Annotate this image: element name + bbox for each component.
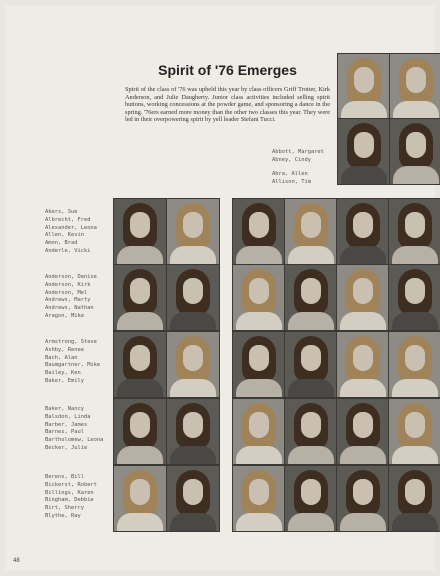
name-list [45, 406, 103, 453]
student-name: Bach, Alan [45, 354, 78, 361]
portrait-photo [232, 198, 286, 265]
page-number: 48 [13, 558, 20, 564]
portrait-photo [113, 398, 167, 465]
portrait-photo [232, 465, 286, 532]
student-name: Bailey, Ken [45, 370, 81, 377]
portrait-photo [336, 398, 390, 465]
student-name: Armstrong, Steve [45, 339, 97, 345]
student-name: Allison, Tim [272, 178, 311, 185]
student-name: Bingham, Debbie [45, 497, 94, 504]
student-name: Blythe, Ray [45, 512, 81, 519]
portrait-photo [388, 264, 440, 331]
name-list [45, 474, 97, 521]
portrait-photo [388, 398, 440, 465]
portrait-photo [284, 198, 338, 265]
student-name: Abra, Allen [272, 171, 308, 177]
student-name: Becker, Julie [45, 444, 88, 451]
student-name: Akers, Sue [45, 209, 78, 215]
portrait-photo [113, 264, 167, 331]
student-name: Bartholomew, Leona [45, 437, 104, 444]
student-name: Alexander, Leona [45, 224, 97, 231]
portrait-photo [389, 53, 440, 120]
name-list [45, 274, 97, 321]
portrait-photo [284, 331, 338, 398]
page-title: Spirit of '76 Emerges [158, 62, 297, 78]
portrait-photo [284, 398, 338, 465]
student-name: Albrecht, Fred [45, 216, 91, 223]
student-name: Billings, Karen [45, 489, 94, 496]
student-name: Berens, Bill [45, 474, 84, 480]
name-list [45, 339, 100, 386]
portrait-photo [284, 264, 338, 331]
name-list [272, 149, 324, 165]
portrait-photo [389, 118, 440, 185]
portrait-photo [166, 465, 220, 532]
portrait-photo [113, 331, 167, 398]
portrait-photo [166, 331, 220, 398]
student-name: Abney, Cindy [272, 156, 311, 163]
portrait-photo [232, 264, 286, 331]
student-name: Bickerst, Robert [45, 481, 97, 488]
portrait-photo [284, 465, 338, 532]
student-name: Anderson, Denise [45, 274, 97, 280]
student-name: Barnes, Paul [45, 429, 84, 436]
portrait-photo [113, 465, 167, 532]
student-name: Birt, Sherry [45, 505, 84, 512]
student-name: Andrews, Nathan [45, 305, 94, 312]
name-list [45, 209, 97, 256]
portrait-photo [166, 398, 220, 465]
portrait-photo [388, 198, 440, 265]
portrait-photo [388, 331, 440, 398]
portrait-photo [113, 198, 167, 265]
portrait-photo [232, 331, 286, 398]
student-name: Allen, Kevin [45, 232, 84, 239]
portrait-photo [336, 198, 390, 265]
student-name: Aragon, Mike [45, 312, 84, 319]
student-name: Anderle, Vicki [45, 247, 91, 254]
portrait-photo [336, 331, 390, 398]
student-name: Baker, Emily [45, 377, 84, 384]
portrait-photo [388, 465, 440, 532]
portrait-photo [166, 198, 220, 265]
student-name: Ashby, Renee [45, 346, 84, 353]
student-name: Anderson, Mel [45, 289, 88, 296]
student-name: Baker, Nancy [45, 406, 84, 412]
student-name: Anderson, Kirk [45, 281, 91, 288]
student-name: Barber, James [45, 421, 88, 428]
portrait-photo [336, 264, 390, 331]
portrait-photo [166, 264, 220, 331]
name-list [272, 171, 311, 187]
portrait-photo [337, 118, 391, 185]
portrait-photo [337, 53, 391, 120]
portrait-photo [232, 398, 286, 465]
student-name: Balsdon, Linda [45, 413, 91, 420]
student-name: Abbott, Margaret [272, 149, 324, 155]
student-name: Amon, Brad [45, 240, 78, 247]
portrait-photo [336, 465, 390, 532]
student-name: Andrews, Marty [45, 297, 91, 304]
student-name: Baumgartner, Mike [45, 362, 101, 369]
intro-paragraph: Spirit of the class of '76 was upheld this year by class officers Griff Trotter, Kirk Anderson, and Julie Daugherty. Junior class activities included selling spirit buttons, working concessions at the powder game, and sponsoring a dance in the spring. '76ers earned more money than the other two classes this year. They were led in their overpowering spirit by yell leader Stefani Tucci. [125, 86, 330, 124]
